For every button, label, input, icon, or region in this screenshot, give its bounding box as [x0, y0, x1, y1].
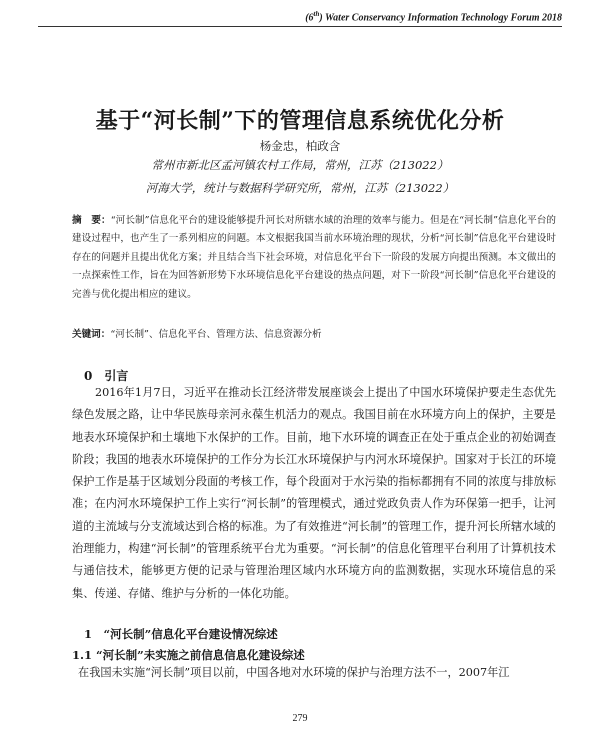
intro-paragraph: 2016年1月7日，习近平在推动长江经济带发展座谈会上提出了中国水环境保护要走生态优先绿色发展之路，让中华民族母亲河永葆生机活力的观点。我国目前在水环境方向上的保护，主要是地表水环境保护和土壤地下水保护的工作。目前，地下水环境的调查正在处于重点企业的初始调查阶段；我国的地表水环境保护的工作分为长江水环境保护与内河水环境保护。国家对于长江的环境保护工作是基于区域划分段面的考核工作，每个段面对于水污染的指标都拥有不同的浓度与排放标准；在内河水环境保护工作上实行“河长制”的管理模式，通过党政负责人作为环保第一把手，让河道的主流域与分支流域达到合格的标准。为了有效推进“河长制”的管理工作，提升河长所辖水域的治理能力，构建“河长制”的管理系统平台尤为重要。“河长制”的信息化管理平台利用了计算机技术与通信技术，能够更方便的记录与管理治理区域内水环境方向的监测数据，实现水环境信息的采集、传递、存储、维护与分析的一体化功能。	[72, 386, 556, 600]
paper-authors: 杨金忠，柏政含	[259, 139, 341, 153]
keywords	[72, 326, 556, 340]
subsection-heading-1-1: 1.1 “河长制”未实施之前信息信息化建设综述	[72, 648, 305, 662]
paper-title: 基于“河长制”下的管理信息系统优化分析	[95, 108, 505, 134]
header-rule	[38, 26, 562, 27]
section-1-paragraph: 在我国未实施“河长制”项目以前，中国各地对水环境的保护与治理方法不一，2007年江	[78, 666, 510, 679]
running-header	[305, 10, 562, 23]
page-number: 279	[292, 713, 308, 724]
keywords-text: “河长制”、信息化平台、管理方法、信息资源分析	[110, 329, 322, 340]
abstract-label: 摘 要：	[72, 215, 111, 226]
abstract-text: “河长制”信息化平台的建设能够提升河长对所辖水域的治理的效率与能力。但是在“河长制”信息化平台的建设过程中，也产生了一系列相应的问题。本文根据我国当前水环境治理的现状，分析“河长制”信息化平台建设时存在的问题并且提出优化方案；并且结合当下社会环境，对信息化平台下一阶段的发展方向提出预测。本文做出的一点探索性工作，旨在为回答新形势下水环境信息化平台建设的热点问题，对下一阶段“河长制”信息化平台建设的完善与优化提出相应的建议。	[72, 215, 557, 300]
abstract	[72, 212, 556, 304]
header-suffix: ) Water Conservancy Information Technology Forum 2018	[319, 12, 562, 24]
section-heading-1: 1 “河长制”信息化平台建设情况综述	[84, 627, 278, 641]
header-ordinal: th	[313, 10, 320, 18]
section-heading-intro: 0 引言	[84, 369, 129, 383]
header-prefix: (6	[305, 12, 314, 24]
affiliation-1: 常州市新北区孟河镇农村工作局，常州，江苏（213022）	[151, 158, 449, 172]
affiliation-2: 河海大学，统计与数据科学研究所，常州，江苏（213022）	[145, 181, 455, 195]
keywords-label: 关键词：	[72, 329, 111, 340]
